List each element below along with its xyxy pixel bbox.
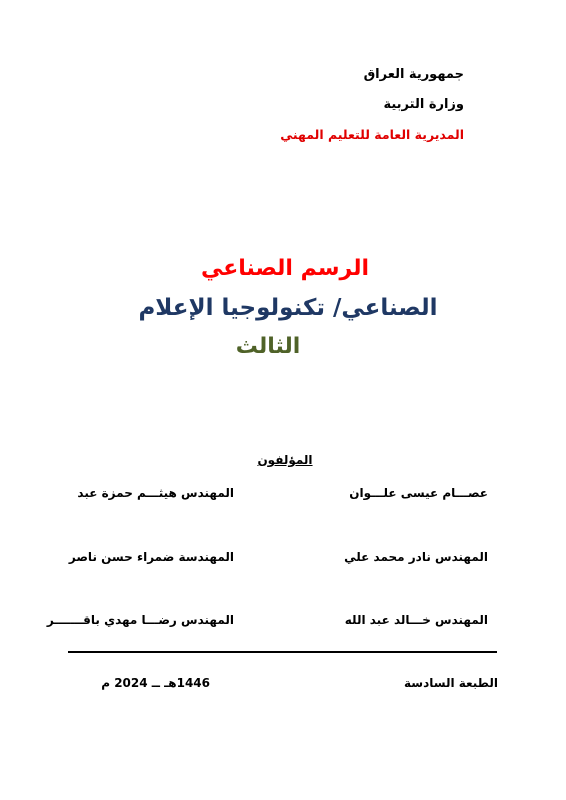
authors-heading (0, 453, 566, 467)
country-name: جمهورية العراق (363, 67, 464, 82)
header-block (280, 60, 464, 150)
book-department: الصناعي/ تكنولوجيا الإعلام (138, 295, 438, 321)
author-4: المهندسة ضمراء حسن ناصر (68, 550, 234, 564)
directorate-name: المديرية العامة للتعليم المهني (280, 127, 464, 142)
footer-divider (68, 651, 497, 653)
author-2: المهندس هيثـــم حمزة عبد (77, 486, 234, 500)
author-3: المهندس نادر محمد علي (344, 550, 488, 564)
ministry-name: وزارة التربية (383, 97, 464, 112)
author-1: عصـــام عيسى علـــوان (349, 486, 488, 500)
publication-date: 1446هـ ــ 2024 م (101, 676, 210, 690)
author-5: المهندس خـــالد عبد الله (344, 613, 488, 627)
book-subject: الرسم الصناعي (200, 256, 370, 281)
authors-heading-text: المؤلفون (257, 453, 313, 467)
title-block (0, 250, 566, 366)
book-grade: الثالث (235, 334, 301, 359)
edition-label: الطبعة السادسة (403, 676, 498, 690)
author-6: المهندس رضـــا مهدي باقـــــــر (46, 613, 234, 627)
